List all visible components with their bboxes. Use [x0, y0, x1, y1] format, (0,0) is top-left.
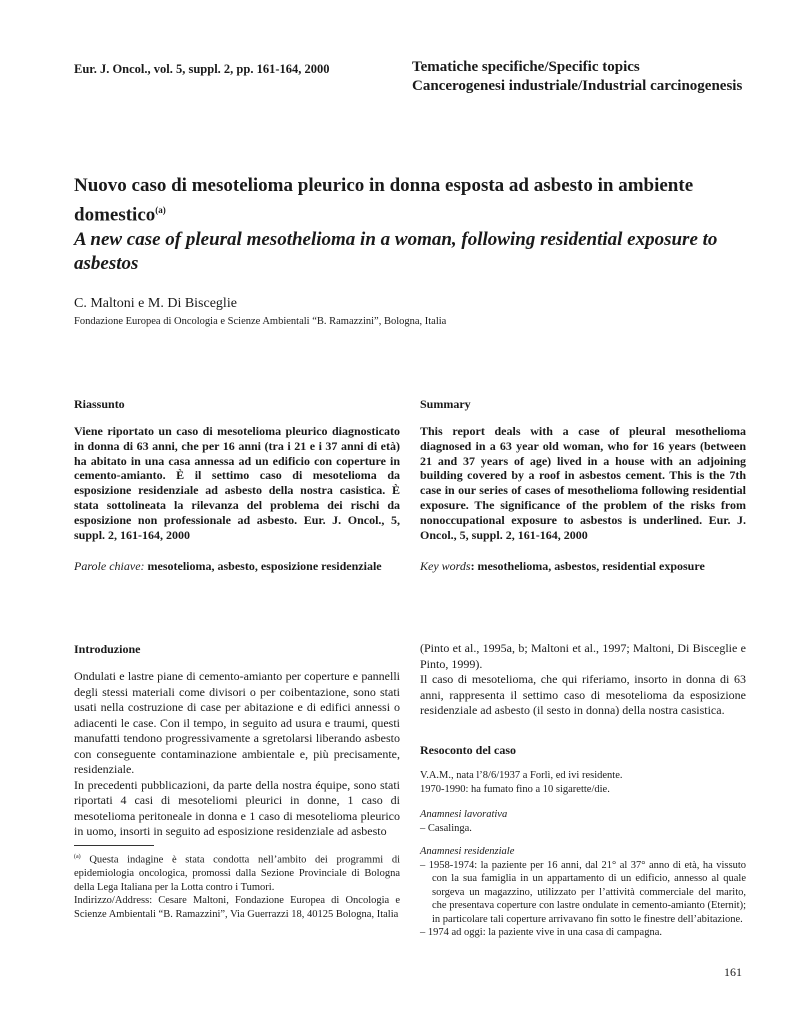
- introduzione-continuation: [420, 641, 746, 719]
- affiliation: Fondazione Europea di Oncologia e Scienze Ambientali “B. Ramazzini”, Bologna, Italia: [74, 316, 447, 327]
- introduzione-heading: Introduzione: [74, 642, 141, 656]
- topic-line-1: Tematiche specifiche/Specific topics: [412, 59, 640, 75]
- footnote: [74, 851, 400, 895]
- footnote-divider: [74, 845, 154, 846]
- anamnesi-lavorativa: [420, 808, 746, 835]
- riassunto-keywords: [74, 559, 400, 574]
- italian-title-text: Nuovo caso di mesotelioma pleurico in donna esposta ad asbesto in ambiente domestico: [74, 175, 694, 226]
- topic-line-2: Cancerogenesi industriale/Industrial carcinogenesis: [412, 78, 743, 94]
- introduzione-paragraph-2: In precedenti pubblicazioni, da parte della nostra équipe, sono stati riportati 4 casi di mesoteliomi pleurici in donne, 1 caso di mesotelioma peritoneale in donna e 1 caso di mesotelioma pleurico in uomo, insorti in seguito ad esposizione residenziale ad asbesto: [74, 777, 400, 838]
- resoconto-heading: Resoconto del caso: [420, 743, 516, 757]
- anamnesi-residenziale-heading: Anamnesi residenziale: [420, 846, 515, 857]
- introduzione-body: [74, 669, 400, 840]
- introduzione-paragraph-3: Il caso di mesotelioma, che qui riferiamo, insorto in donna di 63 anni, rappresenta il settimo caso di mesotelioma da esposizione residenziale ad asbesto (il sesto in donna) della nostra casistica.: [420, 672, 746, 717]
- anamnesi-residenziale: [420, 845, 746, 940]
- footnote-text: Questa indagine è stata condotta nell’ambito dei programmi di epidemiologia oncologica, promossi dalla Sezione Provinciale di Bologna della Lega Italiana per la Lotta contro i Tumori.: [74, 854, 400, 894]
- anamnesi-lavorativa-heading: Anamnesi lavorativa: [420, 809, 508, 820]
- introduzione-references: (Pinto et al., 1995a, b; Maltoni et al., 1997; Maltoni, Di Bisceglie e Pinto, 1999).: [420, 641, 746, 671]
- italian-title: [74, 174, 724, 227]
- title-footnote-mark: (a): [155, 205, 166, 215]
- patient-identity: V.A.M., nata l’8/6/1937 a Forlì, ed ivi residente.: [420, 770, 623, 781]
- footnote-mark: (a): [74, 854, 81, 860]
- authors: C. Maltoni e M. Di Bisceglie: [74, 296, 237, 311]
- residential-history-item: – 1958-1974: la paziente per 16 anni, dal 21° al 37° anno di età, ha vissuto con la sua famiglia in un appartamento di un edificio, annesso al quale sorgeva un magazzino, utilizzato per l’attività commerciale del marito, che presentava coperture con lastre ondulate in cemento-amianto (Eternit); in particolare tali coperture arrivavano fin sotto le finestre dell’abitazione.: [420, 859, 746, 925]
- summary-keywords-label: Key words: [420, 559, 471, 573]
- riassunto-heading: Riassunto: [74, 397, 125, 411]
- residential-history-item: – 1974 ad oggi: la paziente vive in una casa di campagna.: [420, 927, 662, 938]
- residential-history-list: [420, 859, 746, 940]
- summary-keywords: [420, 559, 746, 574]
- page-number: 161: [724, 965, 742, 979]
- summary-heading: Summary: [420, 397, 471, 411]
- riassunto-keywords-label: Parole chiave:: [74, 559, 145, 573]
- anamnesi-lavorativa-text: – Casalinga.: [420, 822, 472, 834]
- riassunto-keywords-text: mesotelioma, asbesto, esposizione residenziale: [144, 559, 382, 573]
- journal-reference: Eur. J. Oncol., vol. 5, suppl. 2, pp. 161-164, 2000: [74, 62, 330, 76]
- introduzione-paragraph-1: Ondulati e lastre piane di cemento-amianto per coperture e pannelli degli stessi materiali come divisori o per coibentazione, sono stati usati nella costruzione di case per abitazione e di edifici annessi o adiacenti le case. Con il tempo, in seguito ad usura e traumi, questi manufatti tendono progressivamente a sgretolarsi liberando asbesto con conseguente contaminazione ambientale e, più precisamente, residenziale.: [74, 669, 400, 776]
- riassunto-text: Viene riportato un caso di mesotelioma pleurico diagnosticato in donna di 63 anni, che per 16 anni (tra i 21 e i 37 anni di età) ha abitato in una casa annessa ad un edificio con coperture in cemento-amianto. È il settimo caso di mesotelioma da esposizione residenziale ad asbesto della nostra casistica. È stata sottolineata la rilevanza del problema dei rischi da esposizione non professionale ad asbesto. Eur. J. Oncol., 5, suppl. 2, 161-164, 2000: [74, 424, 400, 542]
- english-title: A new case of pleural mesothelioma in a woman, following residential exposure to asbestos: [74, 229, 718, 274]
- summary-keywords-text: : mesothelioma, asbestos, residential exposure: [470, 559, 705, 573]
- correspondence-address: Indirizzo/Address: Cesare Maltoni, Fondazione Europea di Oncologia e Scienze Ambientali “B. Ramazzini”, Via Guerrazzi 18, 40125 Bologna, Italia: [74, 895, 400, 920]
- resoconto-details: [420, 769, 746, 796]
- smoking-history: 1970-1990: ha fumato fino a 10 sigarette/die.: [420, 783, 610, 795]
- topic-header: [412, 58, 742, 96]
- summary-text: This report deals with a case of pleural mesothelioma diagnosed in a 63 year old woman, who for 16 years (between 21 and 37 years of age) lived in a house with an adjoining building covered by a roof in asbestos cement. This is the 7th case in our series of cases of mesothelioma following residential exposure. The significance of the problem of the risks from nonoccupational exposure to asbestos is underlined. Eur. J. Oncol., 5, suppl. 2, 161-164, 2000: [420, 424, 746, 542]
